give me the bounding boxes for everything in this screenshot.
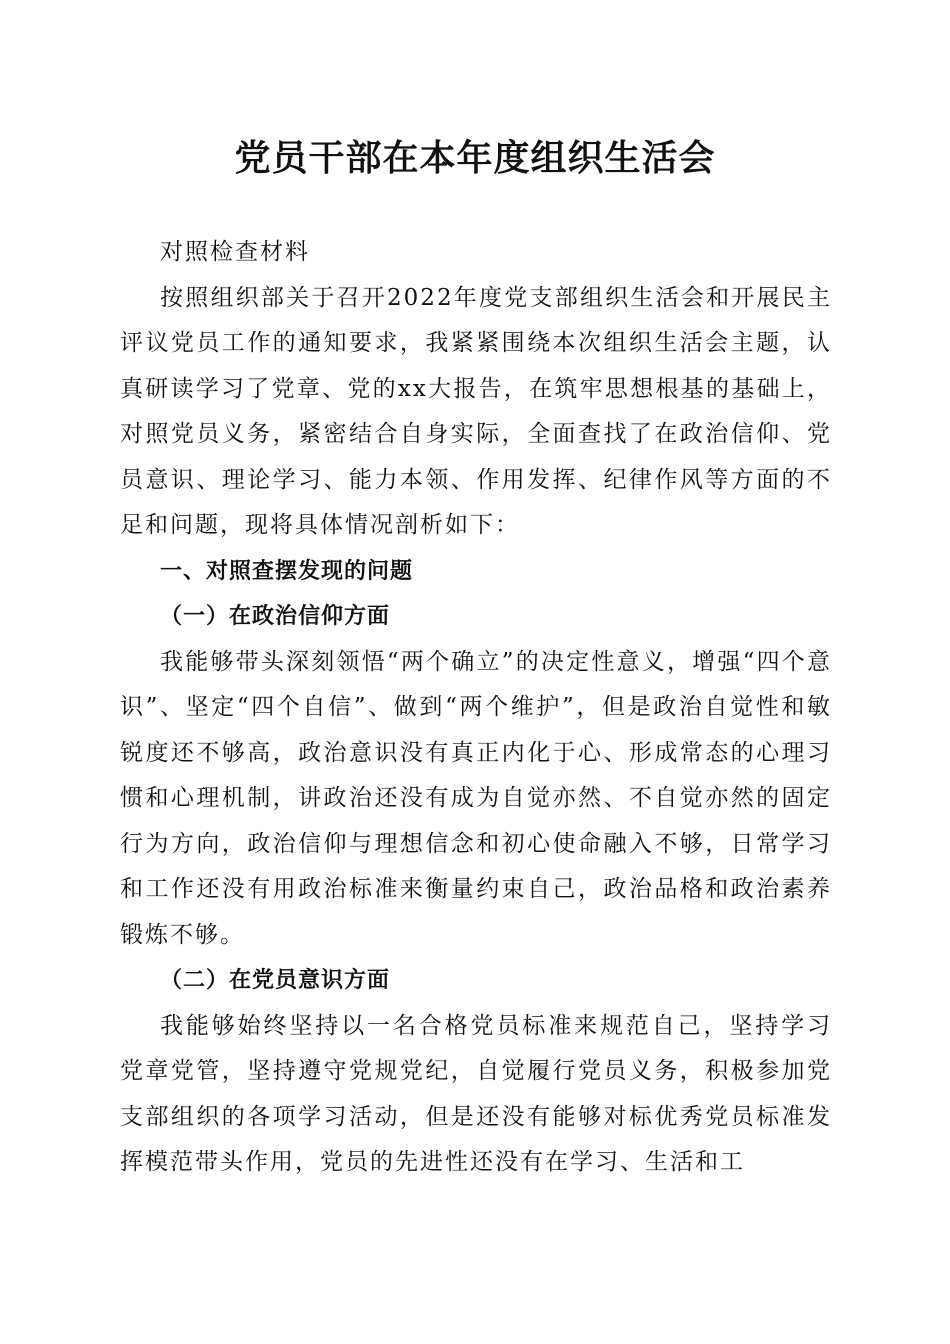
paragraph-party-awareness: 我能够始终坚持以一名合格党员标准来规范自己，坚持学习党章党管，坚持遵守党规党纪，自觉履行党员义务，积极参加党支部组织的各项学习活动，但是还没有能够对标优秀党员标准发挥模范带头作用，党员的先进性还没有在学习、生活和工 <box>120 1012 832 1175</box>
document-subtitle: 对照检查材料 <box>160 239 310 265</box>
subsection-heading-party-awareness: （二）在党员意识方面 <box>160 967 391 993</box>
section-heading-1: 一、对照查摆发现的问题 <box>160 558 414 584</box>
paragraph-political-belief: 我能够带头深刻领悟“两个确立”的决定性意义，增强“四个意识”、坚定“四个自信”、做到“两个维护”，但是政治自觉性和敏锐度还不够高，政治意识没有真正内化于心、形成常态的心理习惯和心理机制，讲政治还没有成为自觉亦然、不自觉亦然的固定行为方向，政治信仰与理想信念和初心使命融入不够，日常学习和工作还没有用政治标准来衡量约束自己，政治品格和政治素养锻炼不够。 <box>120 648 832 948</box>
intro-paragraph: 按照组织部关于召开2022年度党支部组织生活会和开展民主评议党员工作的通知要求，我紧紧围绕本次组织生活会主题，认真研读学习了党章、党的xx大报告，在筑牢思想根基的基础上，对照党员义务，紧密结合自身实际，全面查找了在政治信仰、党员意识、理论学习、能力本领、作用发挥、纪律作风等方面的不足和问题，现将具体情况剖析如下： <box>120 284 832 538</box>
subsection-heading-political-belief: （一）在政治信仰方面 <box>160 603 391 629</box>
document-body <box>120 230 832 1186</box>
document-title: 党员干部在本年度组织生活会 <box>234 137 716 179</box>
